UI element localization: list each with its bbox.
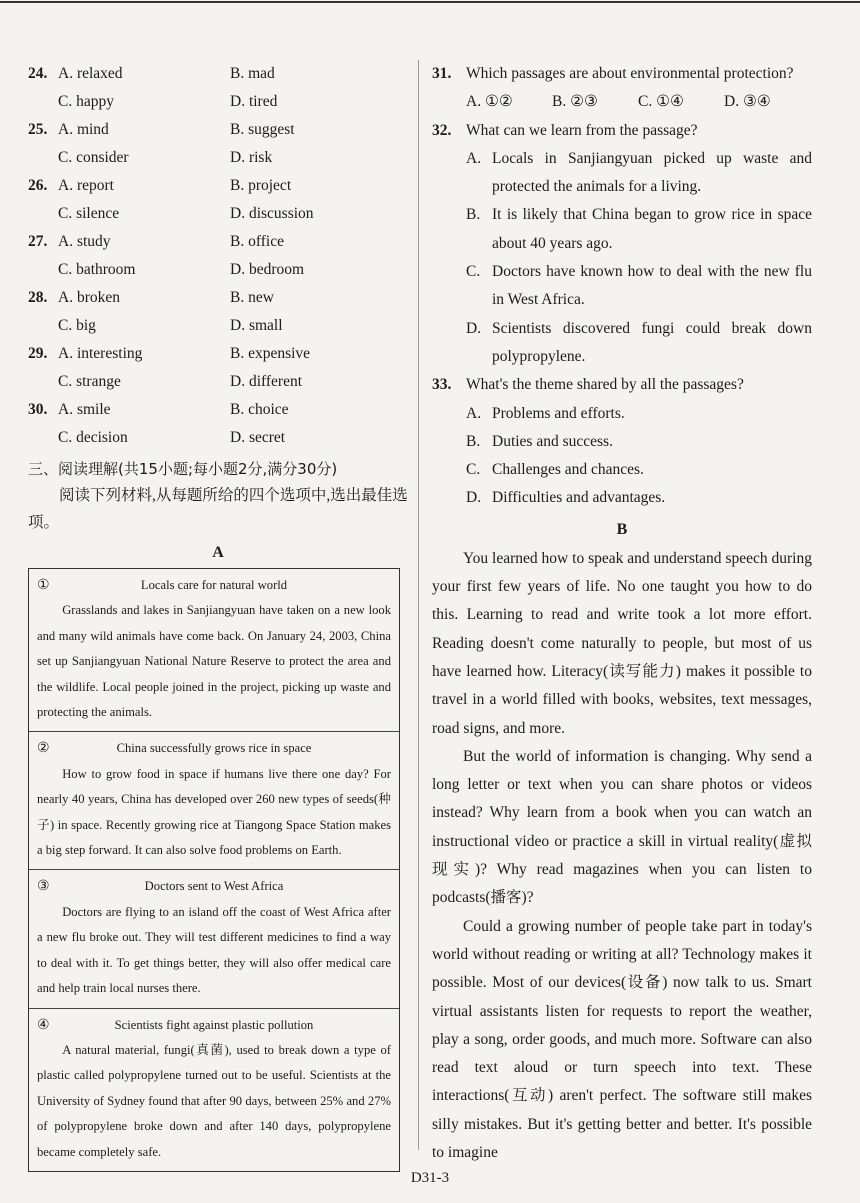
option-c: C. silence: [58, 205, 120, 222]
paragraph: But the world of information is changing. Why send a long letter or text when you can share photos or videos instead? Why learn from a book when you can watch an instructional video or practice a skill in virtual reality(虚拟现实)? Why read magazines when you can listen to podcasts(播客)?: [432, 747, 812, 907]
box-text: Doctors are flying to an island off the coast of West Africa after a new flu broke out. They will test different medicines to find a way to deal with it. To get things better, they will also offer medical care and help train local nurses there.: [37, 904, 391, 996]
box-title: Scientists fight against plastic pollution: [114, 1017, 314, 1032]
option-text: Scientists discovered fungi could break down polypropylene.: [492, 319, 812, 365]
box-number: ④: [37, 1017, 50, 1033]
option-a: A. ①②: [466, 93, 513, 111]
option-c: C. big: [58, 317, 96, 334]
question-number: 28.: [28, 289, 48, 306]
cloze-row: [28, 172, 408, 200]
option-text: Difficulties and advantages.: [492, 489, 666, 507]
question-number: 33.: [432, 376, 452, 394]
option-c: C. bathroom: [58, 261, 136, 278]
option-d: D. different: [230, 373, 303, 390]
option-b: B. ②③: [552, 93, 598, 111]
top-border-line: [0, 1, 860, 3]
box-title: Locals care for natural world: [140, 578, 288, 592]
option-c: C. ①④: [638, 93, 684, 111]
paragraph: Could a growing number of people take part in today's world without reading or writing at all? Technology makes it possible. Most of our devices(设备) now talk to us. Smart virtual assistants listen for requests to report the weather, play a song, order goods, and much more. Software can also read text aloud or turn speech into text. These interactions(互动) aren't perfect. The software still makes silly mistakes. But it's getting better and better. It's possible to imagine: [432, 917, 812, 1161]
option-a: A. mind: [58, 121, 109, 138]
option-b: B. expensive: [230, 345, 311, 362]
option-d: D. bedroom: [230, 261, 305, 278]
cloze-row: [28, 228, 408, 256]
option-label: A.: [466, 404, 482, 422]
cloze-row: [28, 256, 408, 284]
option-b: B. choice: [230, 401, 289, 418]
option-label: B.: [466, 432, 481, 450]
cloze-row: [28, 368, 408, 396]
cloze-options: [28, 60, 408, 452]
page-number: D31-3: [410, 1170, 450, 1186]
option-label: D.: [466, 489, 482, 507]
paragraph: You learned how to speak and understand speech during your first few years of life. No one taught you how to do this. Learning to read and write took a lot more effort. Reading doesn't come naturally to people, but most of us have learned how. Literacy(读写能力) makes it possible to travel in a world filled with books, websites, text messages, road signs, and more.: [432, 549, 812, 737]
option-c: C. strange: [58, 373, 121, 390]
cloze-row: [28, 340, 408, 368]
option-c: C. decision: [58, 429, 128, 446]
question-number: 25.: [28, 121, 48, 138]
question-number: 32.: [432, 121, 452, 139]
news-box-4: [29, 1008, 399, 1171]
question-number: 24.: [28, 65, 48, 82]
option-b: B. new: [230, 289, 274, 306]
option-b: B. mad: [230, 65, 275, 82]
box-number: ②: [37, 741, 50, 757]
option-text: Challenges and chances.: [492, 461, 644, 479]
cloze-row: [28, 424, 408, 452]
question-stem: What's the theme shared by all the passages?: [466, 376, 744, 394]
option-a: A. broken: [58, 289, 120, 306]
cloze-row: [28, 200, 408, 228]
section-heading: 三、阅读理解(共15小题;每小题2分,满分30分): [28, 460, 338, 478]
box-title: Doctors sent to West Africa: [144, 879, 284, 894]
box-text: Grasslands and lakes in Sanjiangyuan have taken on a new look and many wild animals have come back. On January 24, 2003, China set up Sanjiangyuan National Nature Reserve to protect the area and the wildlife. Local people joined in the project, picking up waste and protecting the animals.: [37, 603, 391, 720]
box-text: How to grow food in space if humans live there one day? For nearly 40 years, China has developed over 260 new types of seeds(种子) in space. Recently growing rice at Tiangong Space Station makes a big step forward. It can also solve food problems on Earth.: [37, 766, 391, 858]
option-a: A. report: [58, 177, 114, 194]
box-number: ①: [37, 578, 50, 593]
box-number: ③: [37, 879, 50, 895]
option-a: A. interesting: [58, 345, 143, 362]
cloze-row: [28, 396, 408, 424]
question-number: 29.: [28, 345, 48, 362]
option-d: D. secret: [230, 429, 286, 446]
cloze-row: [28, 284, 408, 312]
question-number: 30.: [28, 401, 48, 418]
passage-b-text: [432, 545, 812, 1168]
option-text: Doctors have known how to deal with the new flu in West Africa.: [492, 263, 812, 309]
passage-a-title: A: [212, 544, 224, 561]
question-31: [432, 60, 812, 117]
cloze-row: [28, 88, 408, 116]
option-c: C. happy: [58, 93, 114, 110]
option-d: D. discussion: [230, 205, 314, 222]
passage-a-boxes: [28, 568, 400, 1172]
option-label: C.: [466, 263, 481, 281]
cloze-row: [28, 60, 408, 88]
option-label: B.: [466, 206, 481, 224]
question-number: 27.: [28, 233, 48, 250]
question-stem: What can we learn from the passage?: [466, 121, 698, 139]
option-text: Duties and success.: [492, 432, 613, 450]
option-text: Locals in Sanjiangyuan picked up waste and protected the animals for a living.: [492, 149, 812, 196]
box-text: A natural material, fungi(真菌), used to break down a type of plastic called polypropylene turned out to be useful. Scientists at the University of Sydney found that after 90 days, between 25% and 27% of polypropylene broke down and after 140 days, polypropylene became completely safe.: [37, 1042, 391, 1159]
news-box-2: [29, 731, 399, 869]
question-number: 26.: [28, 177, 48, 194]
left-column: [28, 60, 408, 1172]
option-text: It is likely that China began to grow rice in space about 40 years ago.: [492, 206, 812, 252]
passage-b-title: B: [616, 520, 628, 538]
option-text: Problems and efforts.: [492, 404, 625, 422]
news-box-3: [29, 869, 399, 1007]
box-title: China successfully grows rice in space: [116, 741, 312, 756]
section-instruction: 阅读下列材料,从每题所给的四个选项中,选出最佳选项。: [28, 487, 408, 531]
option-c: C. consider: [58, 149, 129, 166]
question-number: 31.: [432, 65, 452, 82]
news-box-1: [29, 569, 399, 731]
question-32: [432, 117, 812, 372]
column-divider: [418, 60, 419, 1150]
option-b: B. project: [230, 177, 292, 194]
option-d: D. small: [230, 317, 283, 334]
cloze-row: [28, 312, 408, 340]
option-label: D.: [466, 319, 482, 337]
right-column: [432, 60, 812, 1167]
cloze-row: [28, 116, 408, 144]
option-d: D. ③④: [724, 93, 771, 111]
cloze-row: [28, 144, 408, 172]
option-label: C.: [466, 461, 481, 479]
option-a: A. study: [58, 233, 111, 250]
option-d: D. tired: [230, 93, 278, 110]
question-stem: Which passages are about environmental protection?: [466, 65, 794, 82]
option-a: A. smile: [58, 401, 111, 418]
option-a: A. relaxed: [58, 65, 123, 82]
option-d: D. risk: [230, 149, 273, 166]
option-b: B. suggest: [230, 121, 295, 138]
question-33: [432, 371, 812, 512]
option-b: B. office: [230, 233, 284, 250]
option-label: A.: [466, 149, 482, 167]
